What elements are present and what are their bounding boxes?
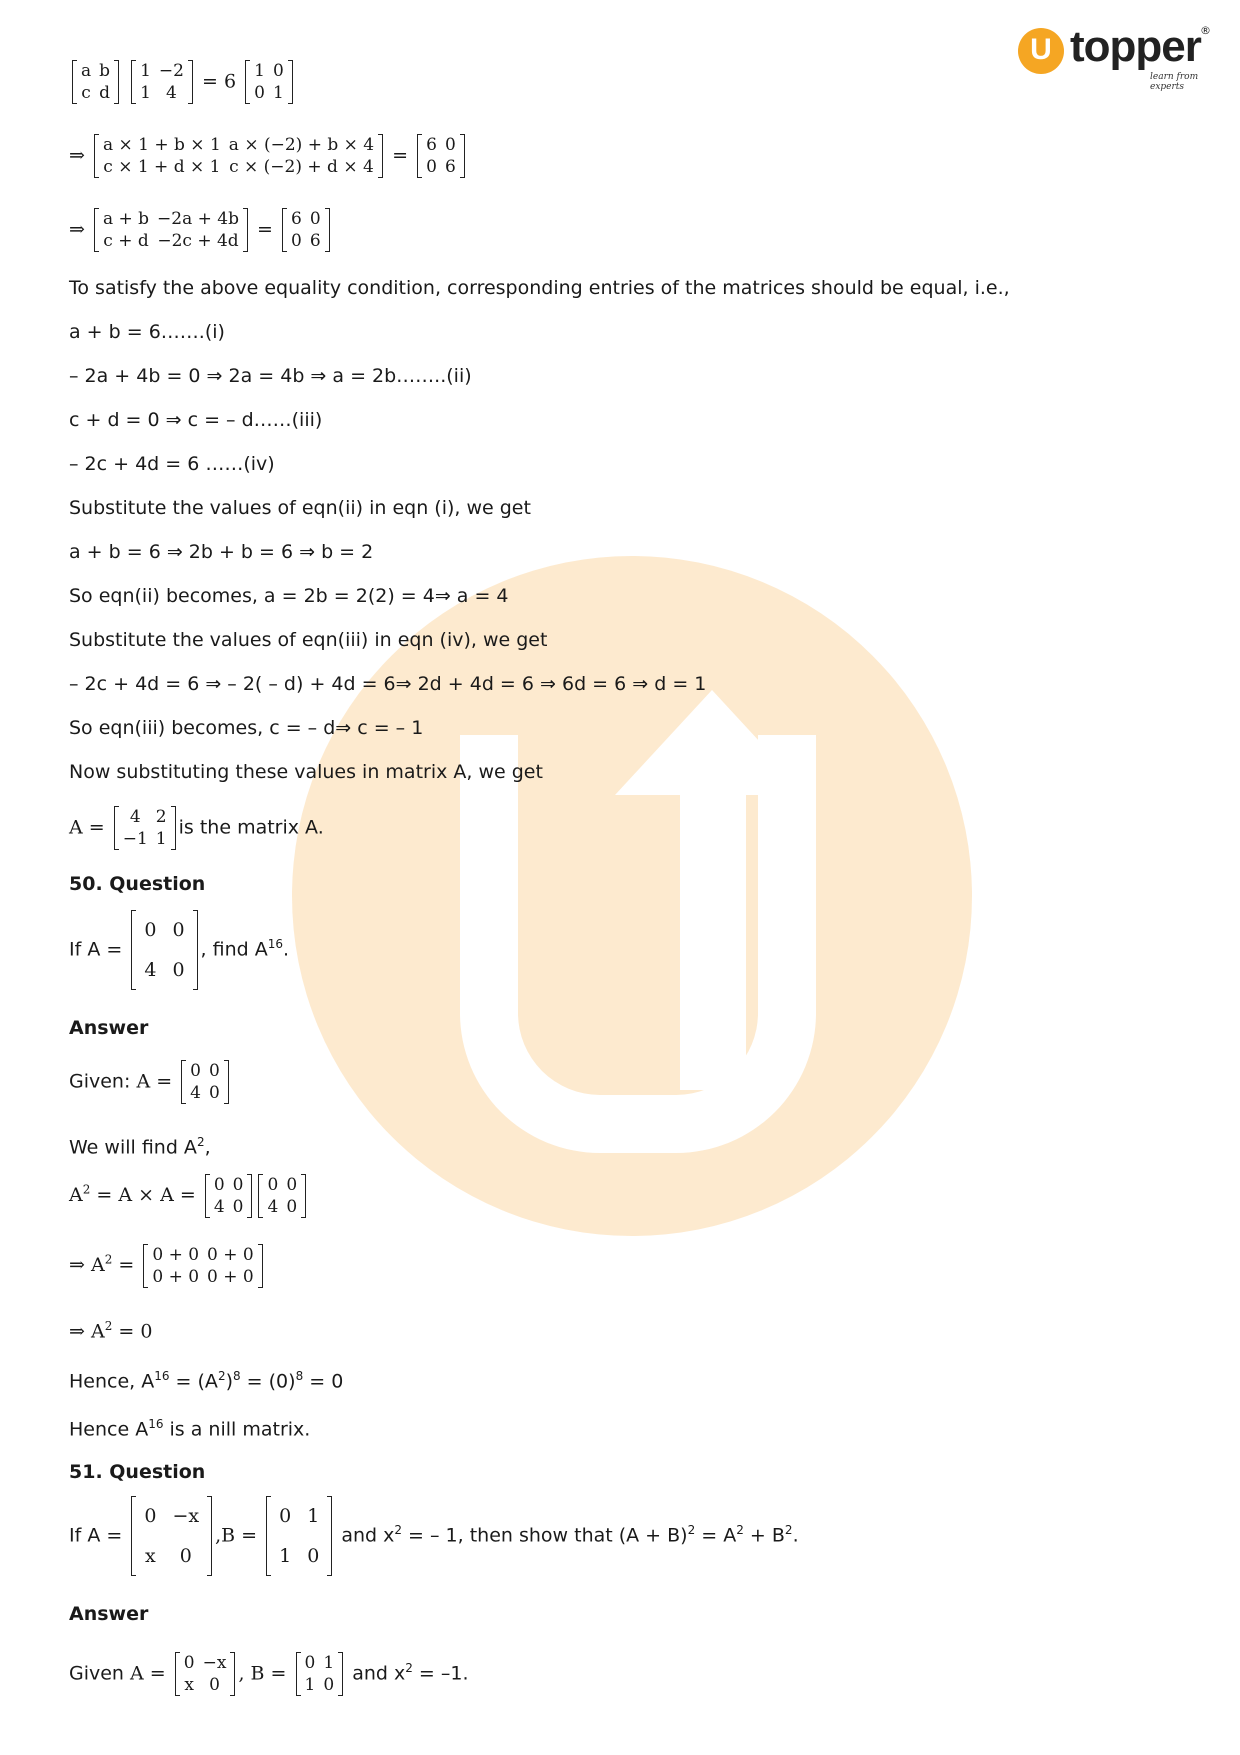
answer-51-label: Answer [69,1603,149,1625]
answer-50-label: Answer [69,1017,149,1039]
matrix-cell: c × 1 + d × 1 [103,157,221,177]
matrix-cell: 2 [155,807,167,827]
matrix-cell: 0 [213,1175,225,1195]
equation-ii: – 2a + 4b = 0 ⇒ 2a = 4b ⇒ a = 2b……..(ii) [69,365,472,387]
matrix-cell: 0 [304,1653,316,1673]
matrix-a [258,1174,306,1218]
result-matrix-a: A = 4 2 −1 1 is the matrix A. [69,807,324,849]
matrix-cell: 6 [426,135,437,155]
logo-badge: U [1018,28,1064,74]
matrix-a [175,1652,236,1696]
logo-tagline: learn from experts [1150,72,1199,92]
logo-wordmark: topper [1070,22,1201,71]
text-line: So eqn(iii) becomes, c = – d⇒ c = – 1 [69,717,424,739]
question-51-statement: If A = 0 −x x 0 ,B = 0 1 1 0 and $x^2$ = – 1, then show that $(A + B)^2 = A^2 + B^2$. [69,1496,799,1576]
matrix-cell: 0 [232,1197,244,1217]
matrix-cell: 1 [304,1675,316,1695]
matrix-cell: 1 [279,1545,292,1567]
matrix-cell: c [81,83,91,103]
matrix-cell: 4 [129,807,141,827]
matrix-cell: 1 [323,1653,335,1673]
equals-six: = 6 [202,70,237,93]
text-line: To satisfy the above equality condition, corresponding entries of the matrices should be equal, i.e., [69,277,1010,299]
matrix-cell: 0 [279,1505,292,1527]
matrix-cell: 1 [140,61,151,81]
matrix-cell: 0 [172,919,185,941]
matrix-cell: 0 [254,83,265,103]
matrix-cell: 0 [323,1675,335,1695]
matrix-cell: −x [202,1653,227,1673]
matrix-cell: 4 [190,1083,201,1103]
sum-matrix [143,1244,262,1288]
matrix-cell: a × (−2) + b × 4 [228,135,375,155]
six-matrix [282,208,330,252]
matrix-cell: 0 [144,919,157,941]
matrix-coeff [131,60,193,104]
matrix-cell: 6 [444,157,456,177]
given-51: Given A = 0 −x x 0 , B = 0 1 1 0 and $x^2 = -1$. [69,1653,469,1695]
text-line: a + b = 6 ⇒ 2b + b = 6 ⇒ b = 2 [69,541,374,563]
matrix-cell: 4 [144,959,157,981]
matrix-cell: c × (−2) + d × 4 [229,157,374,177]
matrix-cell: 0 + 0 [152,1245,200,1265]
simplified-matrix [94,208,248,252]
matrix-cell: 0 [267,1175,279,1195]
matrix-cell: 0 [172,959,185,981]
matrix-cell: 0 [307,1545,320,1567]
matrix-b [266,1496,332,1576]
given-50: Given: A = 0 0 4 0 [69,1060,232,1104]
matrix-cell: 1 [272,83,284,103]
text-line: Substitute the values of eqn(ii) in eqn (i), we get [69,497,531,519]
matrix-cell: c + d [103,231,149,251]
text-line: So eqn(ii) becomes, a = 2b = 2(2) = 4⇒ a = 4 [69,585,509,607]
a-squared-expanded: ⇒ $A^2$ = 0 + 0 0 + 0 0 + 0 0 + 0 [69,1244,266,1288]
matrix-cell: 6 [309,231,321,251]
matrix-cell: −2 [158,61,184,81]
six-matrix [417,134,465,178]
matrix-cell: 1 [307,1505,320,1527]
watermark-arrow-stem [680,770,746,1090]
a-squared-product: $A^2 = A \times A$ = 0 0 4 0 0 0 4 0 [69,1174,309,1218]
matrix-b [296,1652,344,1696]
matrix-cell: 1 [140,83,151,103]
matrix-cell: 0 [232,1175,244,1195]
matrix-cell: 4 [213,1197,225,1217]
a-squared-zero: ⇒ $A^2 = 0$ [69,1319,153,1343]
matrix-cell: 0 + 0 [207,1267,254,1287]
watermark-arrow-head [615,690,809,795]
matrix-cell: d [99,83,111,103]
step-simplified: ⇒ a + b −2a + 4b c + d −2c + 4d = 6 0 0 6 [69,208,333,252]
matrix-cell: a [81,61,92,81]
question-50-statement: If A = 0 0 4 0 , find $A^{16}$. [69,910,289,990]
logo-registered: ® [1200,24,1211,37]
text-line: Now substituting these values in matrix A, we get [69,761,543,783]
matrix-cell: 0 [190,1061,201,1081]
matrix-cell: 0 [209,1083,220,1103]
matrix-cell: x [145,1545,156,1567]
matrix-ab-cd [72,60,119,104]
matrix-cell: 0 [309,209,321,229]
matrix-a [114,806,176,850]
expanded-matrix [94,134,383,178]
matrix-cell: 0 [444,135,456,155]
matrix-cell: 0 [209,1061,220,1081]
matrix-a [205,1174,253,1218]
watermark-u-shape [460,735,816,1153]
matrix-cell: −1 [122,829,148,849]
matrix-cell: a + b [102,209,150,229]
topper-logo [1018,22,1211,92]
text-line: Substitute the values of eqn(iii) in eqn (iv), we get [69,629,548,651]
equation-i: a + b = 6…….(i) [69,321,225,343]
matrix-cell: 0 [291,231,302,251]
matrix-cell: 0 [183,1653,195,1673]
question-51-title: 51. Question [69,1461,206,1483]
matrix-cell: 0 [426,157,437,177]
matrix-cell: −2a + 4b [157,209,239,229]
hence-a16: Hence, $A^{16} = (A^2)^8 = (0)^8 = 0$ [69,1369,344,1393]
equation-iii: c + d = 0 ⇒ c = – d……(iii) [69,409,323,431]
matrix-cell: b [99,61,111,81]
matrix-cell: 0 + 0 [207,1245,254,1265]
matrix-cell: a × 1 + b × 1 [102,135,221,155]
question-50-title: 50. Question [69,873,206,895]
matrix-cell: 0 + 0 [152,1267,200,1287]
matrix-cell: 0 [286,1175,298,1195]
matrix-cell: 1 [254,61,265,81]
matrix-a [131,910,197,990]
matrix-a [181,1060,229,1104]
equation-iv: – 2c + 4d = 6 ……(iv) [69,453,275,475]
matrix-cell: 0 [286,1197,298,1217]
step-expanded-product: ⇒ a × 1 + b × 1 a × (−2) + b × 4 c × 1 + d × 1 c × (−2) + d × 4 = 6 0 0 6 [69,134,468,178]
matrix-cell: 6 [291,209,302,229]
matrix-cell: −2c + 4d [157,231,239,251]
text-line: – 2c + 4d = 6 ⇒ – 2( – d) + 4d = 6⇒ 2d + 4d = 6 ⇒ 6d = 6 ⇒ d = 1 [69,673,707,695]
hence-nill-matrix: Hence $A^{16}$ is a nill matrix. [69,1417,311,1441]
text-line: We will find $A^2$, [69,1135,211,1159]
matrix-a [131,1496,212,1576]
matrix-cell: 0 [272,61,284,81]
matrix-cell: 4 [166,83,177,103]
identity-matrix [245,60,293,104]
matrix-cell: 4 [267,1197,279,1217]
matrix-cell: 0 [144,1505,157,1527]
step-matrix-equation [69,60,296,104]
matrix-cell: 1 [155,829,167,849]
matrix-cell: −x [172,1505,200,1527]
matrix-cell: x [184,1675,194,1695]
matrix-cell: 0 [179,1545,192,1567]
matrix-cell: 0 [209,1675,220,1695]
